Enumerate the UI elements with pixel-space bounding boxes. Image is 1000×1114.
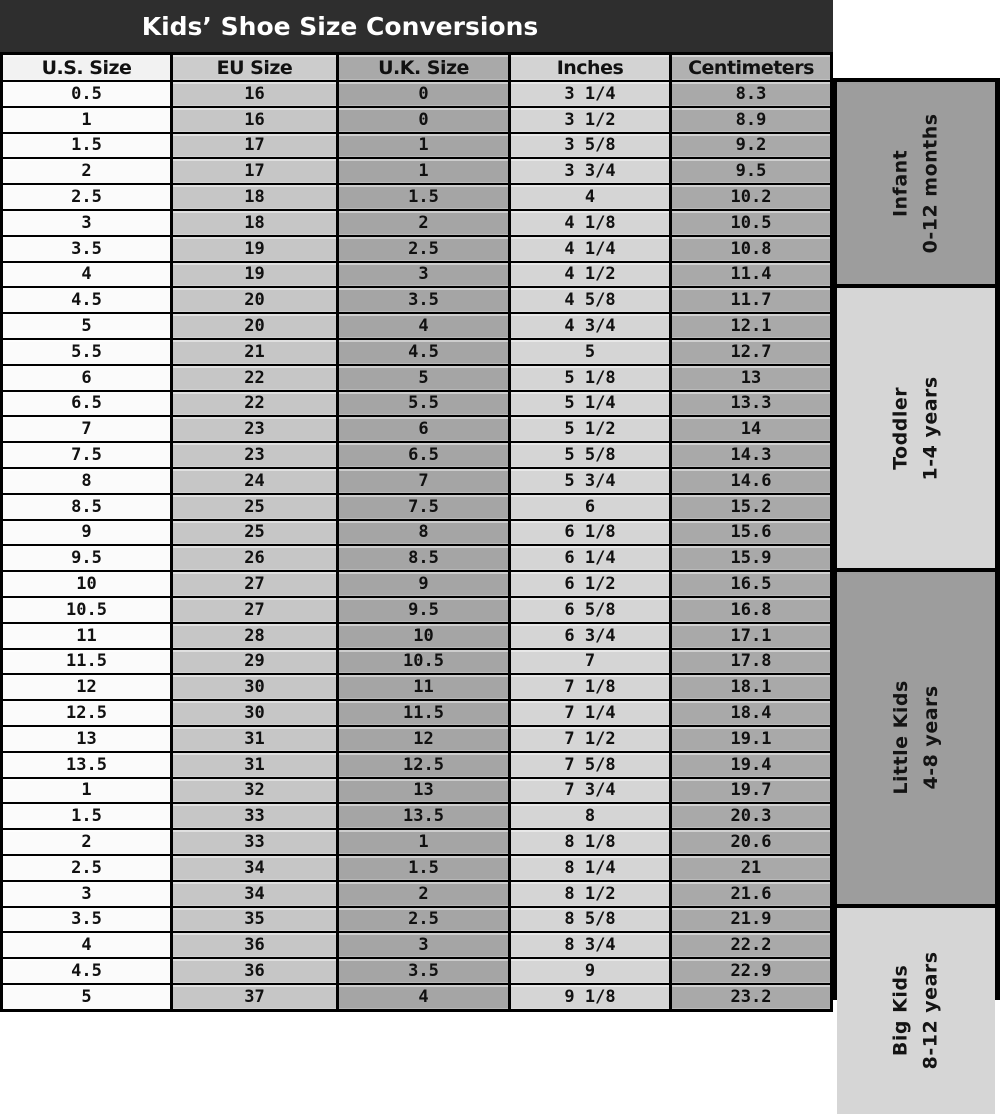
- cell-row10-us-size: 5: [3, 314, 170, 338]
- cell-row8-us-size: 4: [3, 263, 170, 287]
- cell-row1-us-size: 0.5: [3, 82, 170, 106]
- cell-row11-centimeters: 12.7: [672, 340, 830, 364]
- cell-row20-centimeters: 16.5: [672, 572, 830, 596]
- cell-row29-eu-size: 33: [173, 804, 336, 828]
- cell-row25-us-size: 12.5: [3, 701, 170, 725]
- cell-row23-eu-size: 29: [173, 650, 336, 674]
- cell-row9-centimeters: 11.7: [672, 288, 830, 312]
- cell-row6-inches: 4 1/8: [511, 211, 669, 235]
- cell-row18-us-size: 9: [3, 521, 170, 545]
- cell-row15-centimeters: 14.3: [672, 443, 830, 467]
- cell-row22-eu-size: 28: [173, 624, 336, 648]
- cell-row18-inches: 6 1/8: [511, 521, 669, 545]
- column-header-us-size: U.S. Size: [3, 55, 170, 80]
- cell-row27-inches: 7 5/8: [511, 753, 669, 777]
- cell-row33-inches: 8 5/8: [511, 908, 669, 932]
- cell-row16-eu-size: 24: [173, 469, 336, 493]
- cell-row15-eu-size: 23: [173, 443, 336, 467]
- age-group-label: [886, 376, 947, 480]
- cell-row5-uk-size: 1.5: [339, 185, 508, 209]
- cell-row23-uk-size: 10.5: [339, 650, 508, 674]
- cell-row26-eu-size: 31: [173, 727, 336, 751]
- cell-row13-uk-size: 5.5: [339, 392, 508, 416]
- cell-row10-inches: 4 3/4: [511, 314, 669, 338]
- cell-row26-us-size: 13: [3, 727, 170, 751]
- cell-row19-eu-size: 26: [173, 546, 336, 570]
- cell-row22-us-size: 11: [3, 624, 170, 648]
- cell-row27-centimeters: 19.4: [672, 753, 830, 777]
- cell-row20-inches: 6 1/2: [511, 572, 669, 596]
- cell-row36-us-size: 5: [3, 985, 170, 1009]
- cell-row28-uk-size: 13: [339, 779, 508, 803]
- cell-row13-us-size: 6.5: [3, 392, 170, 416]
- cell-row30-eu-size: 33: [173, 830, 336, 854]
- cell-row21-uk-size: 9.5: [339, 598, 508, 622]
- cell-row22-inches: 6 3/4: [511, 624, 669, 648]
- cell-row35-uk-size: 3.5: [339, 959, 508, 983]
- age-group-range: 8-12 years: [920, 951, 942, 1070]
- cell-row26-uk-size: 12: [339, 727, 508, 751]
- cell-row20-uk-size: 9: [339, 572, 508, 596]
- cell-row17-uk-size: 7.5: [339, 495, 508, 519]
- cell-row6-uk-size: 2: [339, 211, 508, 235]
- cell-row18-uk-size: 8: [339, 521, 508, 545]
- column-header-uk-size: U.K. Size: [339, 55, 508, 80]
- cell-row30-centimeters: 20.6: [672, 830, 830, 854]
- cell-row32-us-size: 3: [3, 882, 170, 906]
- cell-row24-centimeters: 18.1: [672, 675, 830, 699]
- age-group-range: 1-4 years: [920, 376, 942, 481]
- cell-row9-uk-size: 3.5: [339, 288, 508, 312]
- cell-row28-us-size: 1: [3, 779, 170, 803]
- cell-row8-centimeters: 11.4: [672, 263, 830, 287]
- cell-row31-centimeters: 21: [672, 856, 830, 880]
- cell-row36-eu-size: 37: [173, 985, 336, 1009]
- age-group-name: Big Kids: [889, 964, 912, 1057]
- cell-row27-eu-size: 31: [173, 753, 336, 777]
- cell-row5-centimeters: 10.2: [672, 185, 830, 209]
- cell-row8-inches: 4 1/2: [511, 263, 669, 287]
- cell-row21-centimeters: 16.8: [672, 598, 830, 622]
- cell-row2-uk-size: 0: [339, 108, 508, 132]
- cell-row24-uk-size: 11: [339, 675, 508, 699]
- cell-row15-inches: 5 5/8: [511, 443, 669, 467]
- cell-row24-inches: 7 1/8: [511, 675, 669, 699]
- cell-row25-eu-size: 30: [173, 701, 336, 725]
- cell-row35-inches: 9: [511, 959, 669, 983]
- cell-row3-eu-size: 17: [173, 134, 336, 158]
- cell-row11-eu-size: 21: [173, 340, 336, 364]
- cell-row23-inches: 7: [511, 650, 669, 674]
- age-group-name: Infant: [889, 149, 912, 217]
- cell-row34-uk-size: 3: [339, 933, 508, 957]
- cell-row30-inches: 8 1/8: [511, 830, 669, 854]
- column-header-inches: Inches: [511, 55, 669, 80]
- cell-row8-eu-size: 19: [173, 263, 336, 287]
- cell-row7-us-size: 3.5: [3, 237, 170, 261]
- cell-row29-centimeters: 20.3: [672, 804, 830, 828]
- age-group-name: Toddler: [889, 386, 912, 470]
- cell-row26-centimeters: 19.1: [672, 727, 830, 751]
- cell-row27-us-size: 13.5: [3, 753, 170, 777]
- cell-row2-inches: 3 1/2: [511, 108, 669, 132]
- cell-row19-inches: 6 1/4: [511, 546, 669, 570]
- conversion-table: [0, 52, 833, 1012]
- cell-row7-inches: 4 1/4: [511, 237, 669, 261]
- cell-row33-centimeters: 21.9: [672, 908, 830, 932]
- cell-row16-us-size: 8: [3, 469, 170, 493]
- cell-row17-inches: 6: [511, 495, 669, 519]
- page-title: Kids’ Shoe Size Conversions: [141, 12, 539, 41]
- cell-row36-inches: 9 1/8: [511, 985, 669, 1009]
- cell-row32-uk-size: 2: [339, 882, 508, 906]
- cell-row9-inches: 4 5/8: [511, 288, 669, 312]
- cell-row35-eu-size: 36: [173, 959, 336, 983]
- age-group-label: [886, 681, 947, 795]
- cell-row31-uk-size: 1.5: [339, 856, 508, 880]
- age-group-range: 4-8 years: [919, 685, 942, 790]
- cell-row12-us-size: 6: [3, 366, 170, 390]
- cell-row15-uk-size: 6.5: [339, 443, 508, 467]
- cell-row33-us-size: 3.5: [3, 908, 170, 932]
- cell-row13-inches: 5 1/4: [511, 392, 669, 416]
- cell-row30-uk-size: 1: [339, 830, 508, 854]
- cell-row32-inches: 8 1/2: [511, 882, 669, 906]
- cell-row1-inches: 3 1/4: [511, 82, 669, 106]
- cell-row14-eu-size: 23: [173, 417, 336, 441]
- age-group-range: 0-12 months: [920, 113, 942, 254]
- cell-row20-us-size: 10: [3, 572, 170, 596]
- cell-row2-eu-size: 16: [173, 108, 336, 132]
- cell-row29-inches: 8: [511, 804, 669, 828]
- cell-row18-centimeters: 15.6: [672, 521, 830, 545]
- cell-row32-eu-size: 34: [173, 882, 336, 906]
- cell-row21-eu-size: 27: [173, 598, 336, 622]
- cell-row3-inches: 3 5/8: [511, 134, 669, 158]
- cell-row24-eu-size: 30: [173, 675, 336, 699]
- cell-row14-centimeters: 14: [672, 417, 830, 441]
- column-header-eu-size: EU Size: [173, 55, 336, 80]
- cell-row27-uk-size: 12.5: [339, 753, 508, 777]
- cell-row22-centimeters: 17.1: [672, 624, 830, 648]
- age-group-toddler: [837, 288, 995, 568]
- cell-row17-centimeters: 15.2: [672, 495, 830, 519]
- cell-row35-centimeters: 22.9: [672, 959, 830, 983]
- cell-row29-uk-size: 13.5: [339, 804, 508, 828]
- cell-row4-us-size: 2: [3, 159, 170, 183]
- cell-row10-eu-size: 20: [173, 314, 336, 338]
- cell-row4-eu-size: 17: [173, 159, 336, 183]
- cell-row1-centimeters: 8.3: [672, 82, 830, 106]
- cell-row6-us-size: 3: [3, 211, 170, 235]
- cell-row13-centimeters: 13.3: [672, 392, 830, 416]
- cell-row21-us-size: 10.5: [3, 598, 170, 622]
- cell-row34-centimeters: 22.2: [672, 933, 830, 957]
- cell-row9-us-size: 4.5: [3, 288, 170, 312]
- title-bar: [0, 0, 833, 52]
- cell-row16-uk-size: 7: [339, 469, 508, 493]
- cell-row5-inches: 4: [511, 185, 669, 209]
- cell-row34-inches: 8 3/4: [511, 933, 669, 957]
- cell-row25-uk-size: 11.5: [339, 701, 508, 725]
- cell-row13-eu-size: 22: [173, 392, 336, 416]
- age-group-sidebar: [833, 78, 1000, 1070]
- cell-row12-eu-size: 22: [173, 366, 336, 390]
- cell-row21-inches: 6 5/8: [511, 598, 669, 622]
- column-header-centimeters: Centimeters: [672, 55, 830, 80]
- cell-row16-centimeters: 14.6: [672, 469, 830, 493]
- cell-row19-uk-size: 8.5: [339, 546, 508, 570]
- cell-row30-us-size: 2: [3, 830, 170, 854]
- cell-row15-us-size: 7.5: [3, 443, 170, 467]
- cell-row28-eu-size: 32: [173, 779, 336, 803]
- cell-row33-eu-size: 35: [173, 908, 336, 932]
- cell-row11-us-size: 5.5: [3, 340, 170, 364]
- age-group-big-kids: [837, 908, 995, 1114]
- cell-row23-us-size: 11.5: [3, 650, 170, 674]
- cell-row2-us-size: 1: [3, 108, 170, 132]
- age-group-label: [886, 952, 947, 1070]
- cell-row9-eu-size: 20: [173, 288, 336, 312]
- cell-row36-centimeters: 23.2: [672, 985, 830, 1009]
- cell-row4-inches: 3 3/4: [511, 159, 669, 183]
- cell-row10-centimeters: 12.1: [672, 314, 830, 338]
- cell-row31-us-size: 2.5: [3, 856, 170, 880]
- cell-row3-centimeters: 9.2: [672, 134, 830, 158]
- cell-row20-eu-size: 27: [173, 572, 336, 596]
- cell-row7-uk-size: 2.5: [339, 237, 508, 261]
- cell-row25-inches: 7 1/4: [511, 701, 669, 725]
- cell-row33-uk-size: 2.5: [339, 908, 508, 932]
- cell-row31-inches: 8 1/4: [511, 856, 669, 880]
- cell-row25-centimeters: 18.4: [672, 701, 830, 725]
- cell-row28-inches: 7 3/4: [511, 779, 669, 803]
- cell-row8-uk-size: 3: [339, 263, 508, 287]
- cell-row32-centimeters: 21.6: [672, 882, 830, 906]
- cell-row19-us-size: 9.5: [3, 546, 170, 570]
- age-group-infant: [837, 82, 995, 284]
- cell-row1-eu-size: 16: [173, 82, 336, 106]
- cell-row11-uk-size: 4.5: [339, 340, 508, 364]
- cell-row17-us-size: 8.5: [3, 495, 170, 519]
- cell-row31-eu-size: 34: [173, 856, 336, 880]
- cell-row22-uk-size: 10: [339, 624, 508, 648]
- cell-row1-uk-size: 0: [339, 82, 508, 106]
- cell-row23-centimeters: 17.8: [672, 650, 830, 674]
- cell-row14-uk-size: 6: [339, 417, 508, 441]
- cell-row11-inches: 5: [511, 340, 669, 364]
- cell-row14-us-size: 7: [3, 417, 170, 441]
- cell-row26-inches: 7 1/2: [511, 727, 669, 751]
- cell-row12-inches: 5 1/8: [511, 366, 669, 390]
- cell-row4-centimeters: 9.5: [672, 159, 830, 183]
- cell-row28-centimeters: 19.7: [672, 779, 830, 803]
- cell-row12-uk-size: 5: [339, 366, 508, 390]
- cell-row3-uk-size: 1: [339, 134, 508, 158]
- cell-row35-us-size: 4.5: [3, 959, 170, 983]
- cell-row14-inches: 5 1/2: [511, 417, 669, 441]
- cell-row18-eu-size: 25: [173, 521, 336, 545]
- age-group-name: Little Kids: [889, 680, 912, 796]
- age-group-label: [886, 113, 947, 253]
- cell-row5-eu-size: 18: [173, 185, 336, 209]
- cell-row17-eu-size: 25: [173, 495, 336, 519]
- cell-row34-us-size: 4: [3, 933, 170, 957]
- cell-row12-centimeters: 13: [672, 366, 830, 390]
- cell-row2-centimeters: 8.9: [672, 108, 830, 132]
- cell-row36-uk-size: 4: [339, 985, 508, 1009]
- cell-row6-centimeters: 10.5: [672, 211, 830, 235]
- cell-row19-centimeters: 15.9: [672, 546, 830, 570]
- cell-row3-us-size: 1.5: [3, 134, 170, 158]
- cell-row34-eu-size: 36: [173, 933, 336, 957]
- age-group-little-kids: [837, 572, 995, 903]
- cell-row29-us-size: 1.5: [3, 804, 170, 828]
- cell-row4-uk-size: 1: [339, 159, 508, 183]
- cell-row6-eu-size: 18: [173, 211, 336, 235]
- cell-row7-eu-size: 19: [173, 237, 336, 261]
- cell-row10-uk-size: 4: [339, 314, 508, 338]
- cell-row5-us-size: 2.5: [3, 185, 170, 209]
- cell-row24-us-size: 12: [3, 675, 170, 699]
- cell-row16-inches: 5 3/4: [511, 469, 669, 493]
- cell-row7-centimeters: 10.8: [672, 237, 830, 261]
